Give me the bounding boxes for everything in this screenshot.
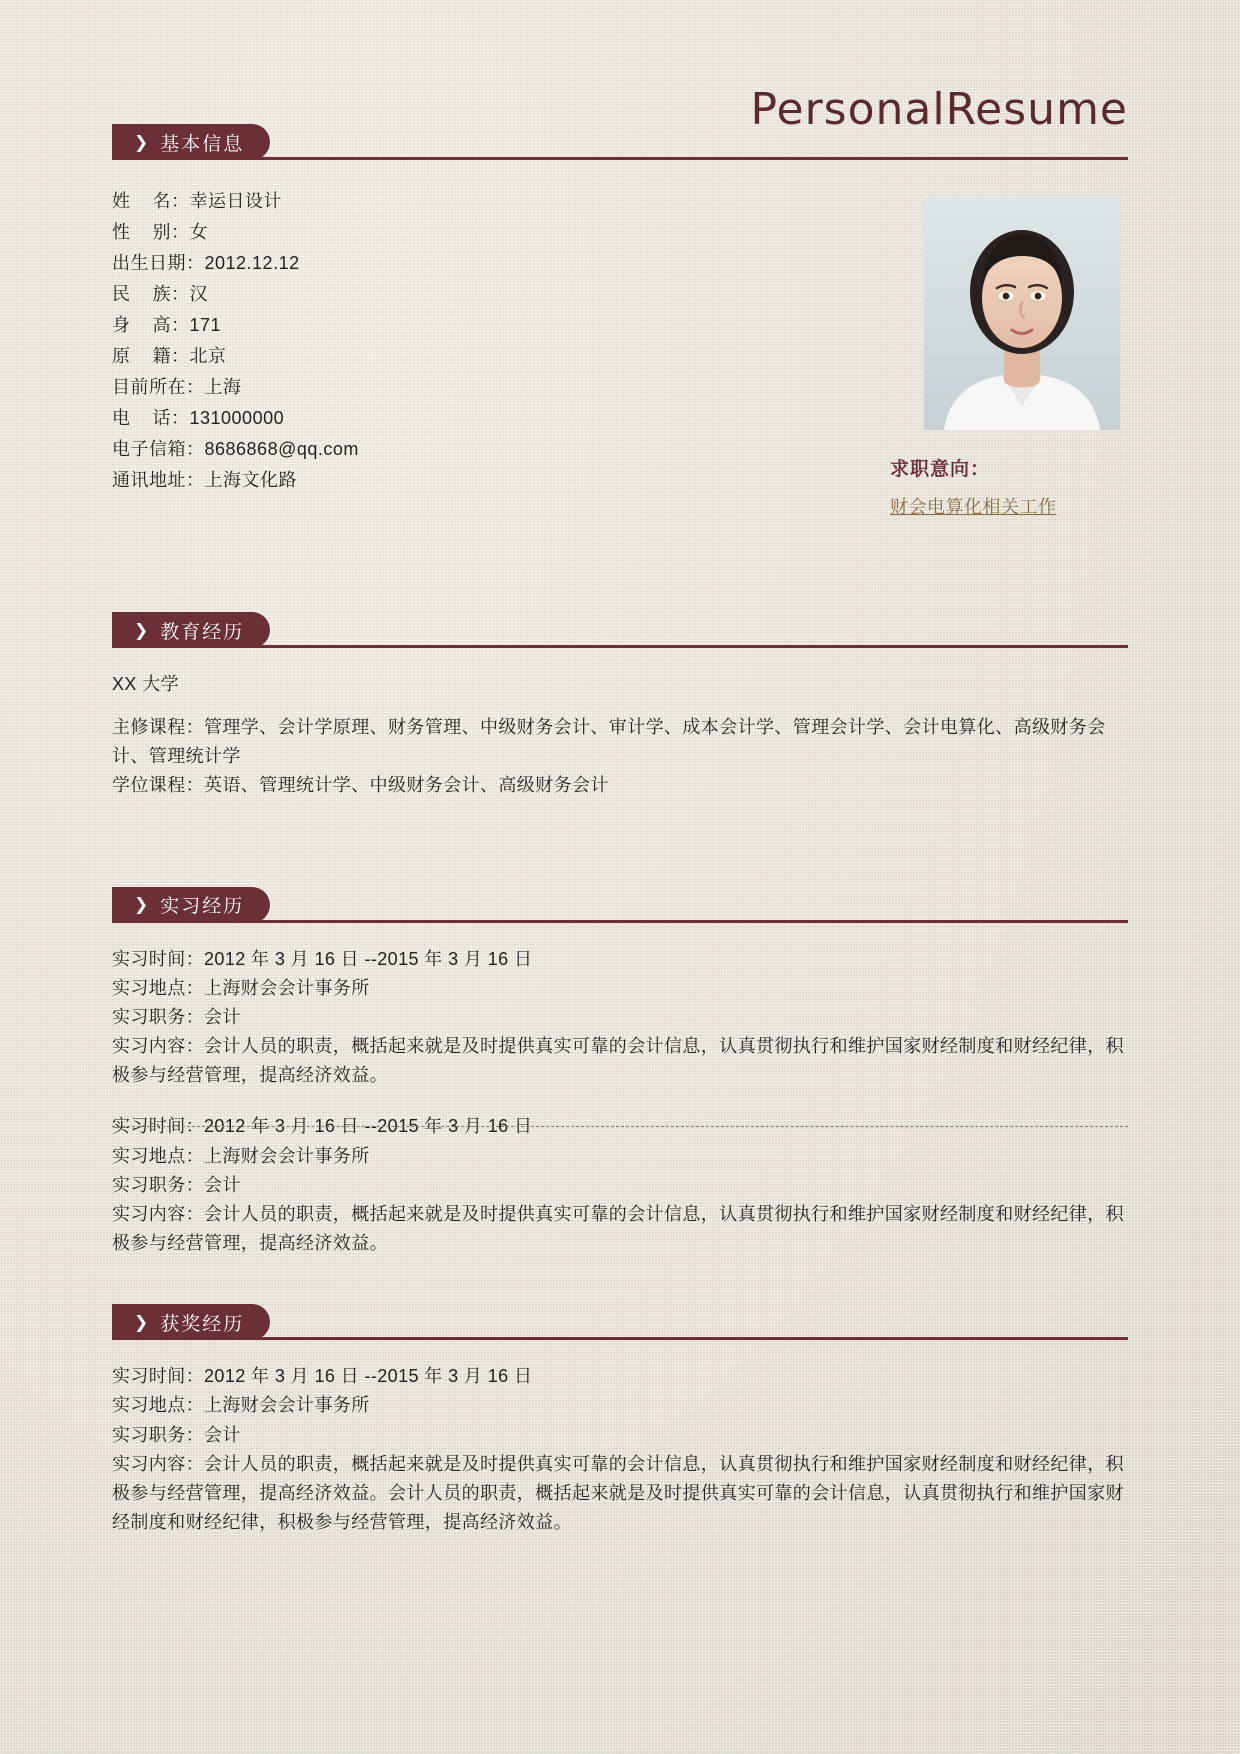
section-rule	[112, 1337, 1128, 1340]
section-header-education	[112, 612, 1128, 648]
info-name: 姓 名：幸运日设计	[112, 191, 283, 211]
award-entry	[112, 1362, 1128, 1537]
info-phone: 电 话：131000000	[112, 407, 285, 428]
job-objective-value: 财会电算化相关工作	[890, 497, 1057, 517]
section-rule	[112, 157, 1128, 160]
section-rule	[112, 645, 1128, 648]
section-rule	[112, 920, 1128, 923]
avatar	[924, 198, 1120, 430]
chevron-right-icon: ❯	[134, 1312, 149, 1332]
chevron-right-icon: ❯	[134, 895, 149, 915]
info-email: 电子信箱：8686868@qq.com	[112, 438, 359, 459]
internship-role: 实习职务：会计	[112, 1006, 241, 1027]
internship-time: 实习时间：2012 年 3 月 16 日 --2015 年 3 月 16 日	[112, 1116, 533, 1137]
award-time: 实习时间：2012 年 3 月 16 日 --2015 年 3 月 16 日	[112, 1366, 533, 1387]
education-school: XX 大学	[112, 674, 180, 694]
section-bar-internship	[112, 887, 270, 923]
info-current-location: 目前所在：上海	[112, 376, 242, 397]
info-ethnicity: 民 族：汉	[112, 283, 209, 304]
info-birthdate: 出生日期：2012.12.12	[112, 252, 300, 273]
info-hometown: 原 籍：北京	[112, 345, 227, 366]
award-role: 实习职务：会计	[112, 1424, 241, 1445]
internship-content: 实习内容：会计人员的职责，概括起来就是及时提供真实可靠的会计信息，认真贯彻执行和维护国家财经制度和财经纪律，积极参与经营管理，提高经济效益。	[112, 1036, 1124, 1086]
education-major-courses: 主修课程：管理学、会计学原理、财务管理、中级财务会计、审计学、成本会计学、管理会计学、会计电算化、高级财务会计、管理统计学	[112, 717, 1106, 767]
internship-time: 实习时间：2012 年 3 月 16 日 --2015 年 3 月 16 日	[112, 948, 533, 969]
education-body	[112, 670, 1128, 801]
section-label-basic: 基本信息	[160, 133, 245, 155]
info-gender: 性 别：女	[112, 221, 209, 242]
entry-divider	[112, 1126, 1128, 1127]
internship-entry	[112, 1112, 1128, 1258]
section-bar-basic	[112, 124, 270, 160]
basic-info-list	[112, 186, 732, 496]
section-bar-awards	[112, 1304, 270, 1340]
award-content: 实习内容：会计人员的职责，概括起来就是及时提供真实可靠的会计信息，认真贯彻执行和维护国家财经制度和财经纪律，积极参与经营管理，提高经济效益。会计人员的职责，概括起来就是及时提供真实可靠的会计信息，认真贯彻执行和维护国家财经制度和财经纪律，积极参与经营管理，提高经济效益。	[112, 1453, 1124, 1532]
section-header-awards	[112, 1304, 1128, 1340]
internship-entry	[112, 945, 1128, 1091]
internship-body	[112, 945, 1128, 1259]
section-header-basic	[112, 124, 1128, 160]
section-header-internship	[112, 887, 1128, 923]
job-objective-label: 求职意向：	[890, 459, 991, 480]
job-objective	[890, 454, 1120, 519]
chevron-right-icon: ❯	[134, 132, 149, 152]
portrait-photo-icon	[924, 198, 1120, 430]
info-height: 身 高：171	[112, 314, 222, 335]
chevron-right-icon: ❯	[134, 620, 149, 640]
section-label-education: 教育经历	[160, 621, 245, 643]
section-bar-education	[112, 612, 270, 648]
section-label-awards: 获奖经历	[160, 1313, 245, 1335]
internship-role: 实习职务：会计	[112, 1174, 241, 1195]
awards-body	[112, 1362, 1128, 1537]
page-title: PersonalResume	[750, 84, 1128, 135]
internship-place: 实习地点：上海财会会计事务所	[112, 977, 370, 998]
internship-place: 实习地点：上海财会会计事务所	[112, 1145, 370, 1166]
education-degree-courses: 学位课程：英语、管理统计学、中级财务会计、高级财务会计	[112, 775, 609, 796]
award-place: 实习地点：上海财会会计事务所	[112, 1395, 370, 1416]
section-label-internship: 实习经历	[160, 896, 245, 918]
basic-info-block	[112, 186, 1128, 516]
info-address: 通讯地址：上海文化路	[112, 469, 297, 490]
internship-content: 实习内容：会计人员的职责，概括起来就是及时提供真实可靠的会计信息，认真贯彻执行和维护国家财经制度和财经纪律，积极参与经营管理，提高经济效益。	[112, 1203, 1124, 1254]
